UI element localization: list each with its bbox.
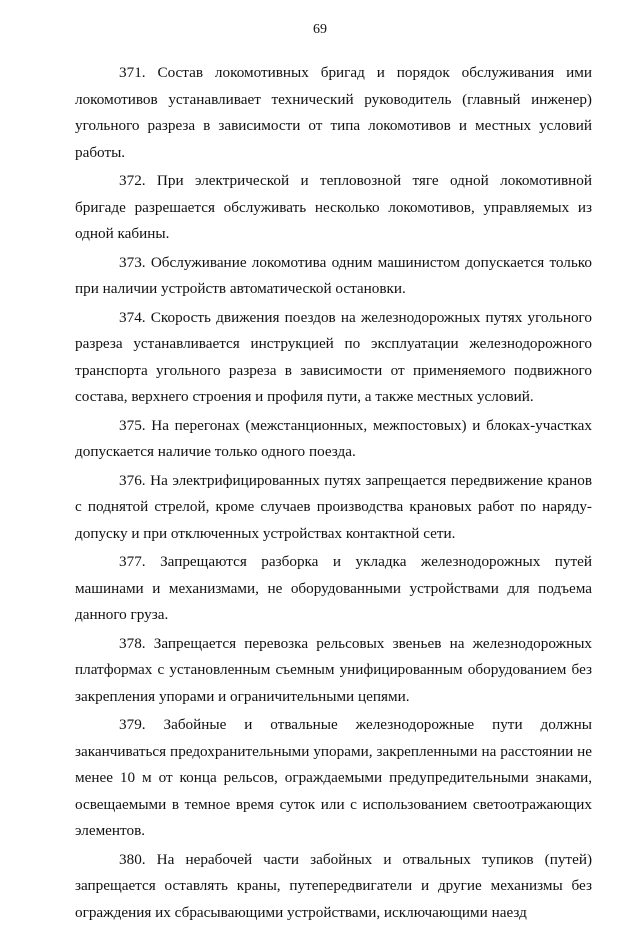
paragraph-371: 371. Состав локомотивных бригад и порядок обслуживания ими локомотивов устанавливает технический руководитель (главный инженер) угольного разреза в зависимости от типа локомотивов и местных условий работы. [75,64,592,161]
paragraph-372: 372. При электрической и тепловозной тяге одной локомотивной бригаде разрешается обслуживать несколько локомотивов, управляемых из одной кабины. [75,172,592,242]
page-number: 69 [313,22,327,37]
paragraph-377: 377. Запрещаются разборка и укладка железнодорожных путей машинами и механизмами, не оборудованными устройствами для подъема данного груза. [75,553,592,623]
paragraph-375: 375. На перегонах (межстанционных, межпостовых) и блоках-участках допускается наличие только одного поезда. [75,416,592,460]
document-body [75,60,592,928]
paragraph-378: 378. Запрещается перевозка рельсовых звеньев на железнодорожных платформах с установленным съемным унифицированным оборудованием без закрепления упорами и ограничительными цепями. [75,634,592,705]
paragraph-379: 379. Забойные и отвальные железнодорожные пути должны заканчиваться предохранительными упорами, закрепленными на расстоянии не менее 10 м от конца рельсов, ограждаемыми предупредительными знаками, освещаемыми в темное время суток или с использованием светоотражающих элементов. [75,716,592,839]
paragraph-373: 373. Обслуживание локомотива одним машинистом допускается только при наличии устройств автоматической остановки. [75,253,592,297]
paragraph-374: 374. Скорость движения поездов на железнодорожных путях угольного разреза устанавливается инструкцией по эксплуатации железнодорожного транспорта угольного разреза в зависимости от применяемого подвижного состава, верхнего строения и профиля пути, а также местных условий. [75,308,592,405]
paragraph-376: 376. На электрифицированных путях запрещается передвижение кранов с поднятой стрелой, кроме случаев производства крановых работ по наряду-допуску и при отключенных устройствах контактной сети. [75,471,592,542]
paragraph-380: 380. На нерабочей части забойных и отвальных тупиков (путей) запрещается оставлять краны, путепередвигатели и другие механизмы без ограждения их сбрасывающими устройствами, исключающими наезд [75,850,592,921]
